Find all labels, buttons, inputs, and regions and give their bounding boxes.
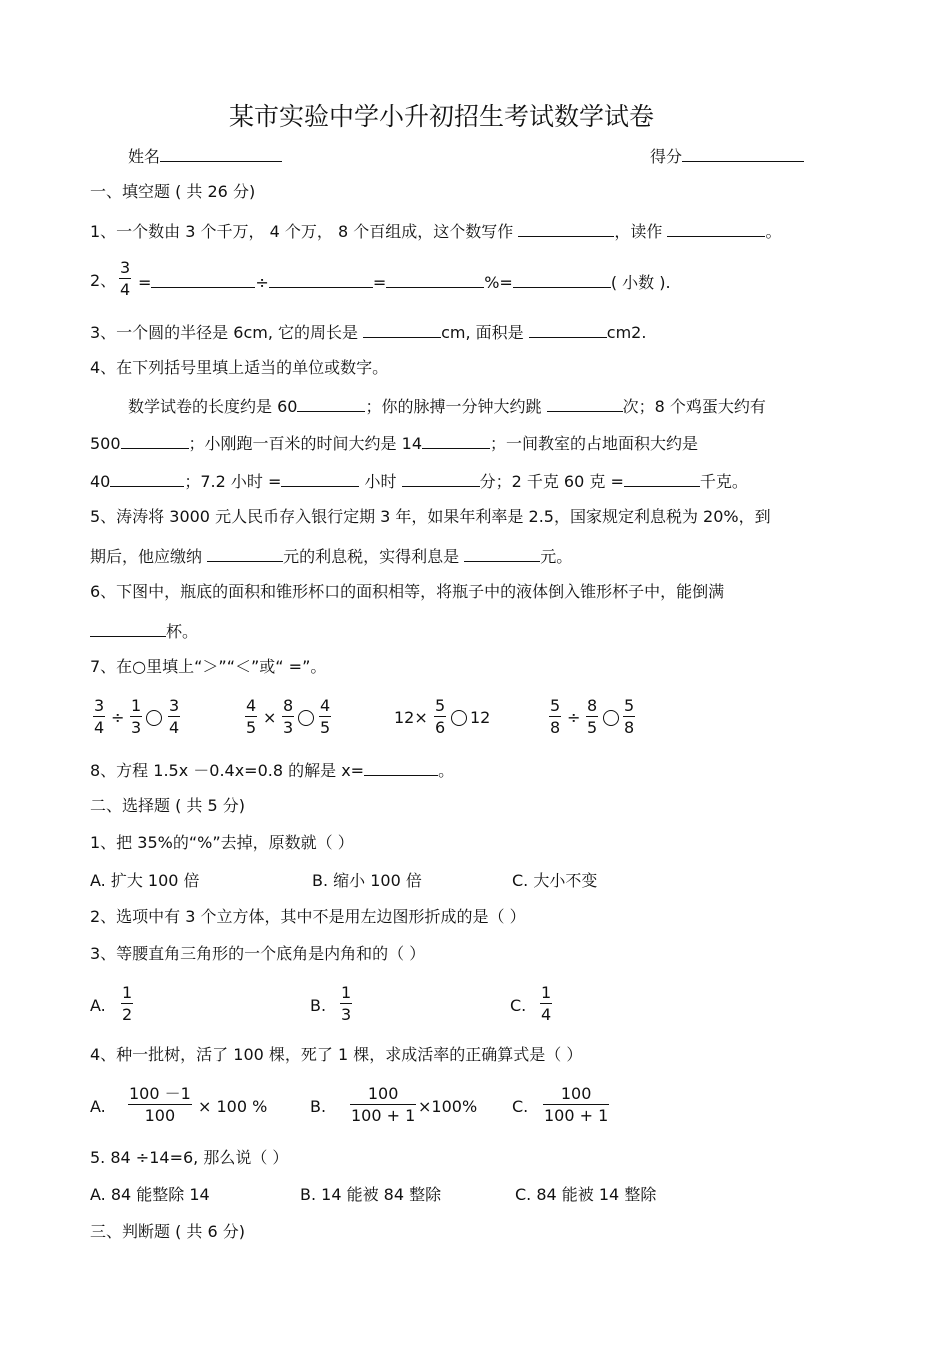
- q5-l2-a: 期后，他应缴纳: [90, 547, 203, 566]
- q7-e4-f1-num: 5: [550, 696, 561, 715]
- q1-text-c: 。: [765, 222, 782, 241]
- q7-e3-circle[interactable]: [451, 710, 467, 727]
- q7-e1-f3-den: 4: [169, 718, 180, 737]
- c4-c-den: 100 + 1: [544, 1106, 609, 1125]
- score-blank[interactable]: [682, 147, 804, 162]
- q7-e2-frac-3: [319, 698, 331, 736]
- choice-4-text: 4、种一批树，活了 100 棵，死了 1 棵，求成活率的正确算式是（ ）: [90, 1045, 583, 1064]
- q4-line-1: [128, 397, 766, 415]
- c4-a-tail: × 100 %: [198, 1097, 268, 1116]
- q7-e1-f2-den: 3: [131, 718, 142, 737]
- q4-l3-d: 分；2 千克 60 克 =: [479, 472, 624, 491]
- q1-text-b: ，读作: [614, 222, 663, 241]
- q4-line-2: [90, 434, 698, 452]
- choice-1-option-c[interactable]: C. 大小不变: [512, 871, 598, 890]
- c3-c-num: 1: [541, 983, 552, 1002]
- q7-e2-f2-den: 3: [283, 718, 294, 737]
- name-label: 姓名: [128, 147, 161, 166]
- q2-div: ÷: [255, 273, 269, 292]
- q7-e4-frac-2: [586, 698, 598, 736]
- q7-e3-den: 6: [435, 718, 446, 737]
- q8-blank[interactable]: [364, 761, 438, 776]
- q7-e2-f2-num: 8: [283, 696, 294, 715]
- q4-blank-3[interactable]: [121, 434, 189, 449]
- q4-blank-8[interactable]: [624, 472, 700, 487]
- c4-b-tail: ×100%: [418, 1097, 478, 1116]
- choice-2-text: 2、选项中有 3 个立方体，其中不是用左边图形折成的是（ ）: [90, 907, 526, 926]
- q4-blank-4[interactable]: [422, 434, 490, 449]
- q5-line-2: [90, 547, 572, 565]
- q5-line-1: 5、涛涛将 3000 元人民币存入银行定期 3 年，如果年利率是 2.5，国家规定利息税为 20%，到: [90, 507, 771, 526]
- q7-e2-frac-1: [245, 698, 257, 736]
- q7-e2-f1-num: 4: [246, 696, 257, 715]
- question-3: [90, 323, 646, 341]
- choice-3-text: 3、等腰直角三角形的一个底角是内角和的（ ）: [90, 944, 426, 963]
- q2-den: 4: [120, 280, 131, 299]
- q7-e4-op: ÷: [567, 708, 581, 727]
- q4-line-3: [90, 472, 748, 490]
- choice-5-option-a[interactable]: A. 84 能整除 14: [90, 1185, 210, 1204]
- q2-fraction: [119, 260, 131, 298]
- q2-percent: %: [484, 273, 500, 292]
- q7-e3-pre: 12×: [394, 708, 428, 727]
- c4-c-num: 100: [560, 1084, 592, 1103]
- q7-e4-frac-1: [549, 698, 561, 736]
- q7-e2-frac-2: [282, 698, 294, 736]
- question-8: [90, 761, 454, 779]
- q7-e1-frac-1: [93, 698, 105, 736]
- choice-3-a-frac: [121, 985, 133, 1023]
- section-fill-in: 一、填空题 ( 共 26 分): [90, 182, 256, 201]
- q2-blank-4[interactable]: [513, 273, 611, 288]
- q7-e3-frac: [434, 698, 446, 736]
- page-title: 某市实验中学小升初招生考试数学试卷: [229, 102, 655, 131]
- choice-3-b-frac: [340, 985, 352, 1023]
- q4-l1-c: 次；8 个鸡蛋大约有: [622, 397, 766, 416]
- q4-blank-5[interactable]: [110, 472, 184, 487]
- choice-4-option-b[interactable]: B.: [310, 1097, 327, 1116]
- q4-l2-a: 500: [90, 434, 121, 453]
- q8-text-a: 8、方程 1.5x －0.4x=0.8 的解是 x=: [90, 761, 365, 780]
- q4-l1-a: 数学试卷的长度约是 60: [128, 397, 298, 416]
- score-field: [650, 147, 804, 165]
- q7-e4-f2-den: 5: [587, 718, 598, 737]
- choice-3-option-a[interactable]: A.: [90, 996, 106, 1015]
- q2-blank-3[interactable]: [386, 273, 484, 288]
- q5-blank-2[interactable]: [464, 547, 540, 562]
- c3-c-den: 4: [541, 1005, 552, 1024]
- q7-e4-f2-num: 8: [587, 696, 598, 715]
- q3-text-c: cm2.: [606, 323, 647, 342]
- q7-e4-frac-3: [623, 698, 635, 736]
- q7-e4-f3-num: 5: [624, 696, 635, 715]
- q3-text-a: 3、一个圆的半径是 6cm, 它的周长是: [90, 323, 359, 342]
- q4-blank-2[interactable]: [547, 397, 623, 412]
- q1-text-a: 1、一个数由 3 个千万， 4 个万， 8 个百组成，这个数写作: [90, 222, 514, 241]
- c3-b-num: 1: [341, 983, 352, 1002]
- q7-e2-f3-den: 5: [320, 718, 331, 737]
- q4-l2-b: ；小刚跑一百米的时间大约是 14: [188, 434, 422, 453]
- q4-blank-6[interactable]: [281, 472, 359, 487]
- q6-line-2: [90, 622, 198, 640]
- c4-a-den: 100: [128, 1104, 192, 1124]
- q7-e1-f2-num: 1: [131, 696, 142, 715]
- q1-blank-1[interactable]: [518, 222, 614, 237]
- q5-l2-b: 元的利息税，实得利息是: [283, 547, 460, 566]
- q2-eq-3: =: [499, 273, 513, 292]
- c4-a-num: 100 －1: [129, 1084, 191, 1103]
- q1-blank-2[interactable]: [667, 222, 765, 237]
- q7-e1-f3-num: 3: [169, 696, 180, 715]
- choice-5-text: 5. 84 ÷14=6, 那么说（ ）: [90, 1148, 289, 1167]
- choice-1-text: 1、把 35%的“%”去掉，原数就（ ）: [90, 833, 354, 852]
- q7-e1-frac-2: [130, 698, 142, 736]
- choice-4-option-c[interactable]: C.: [512, 1097, 529, 1116]
- c3-a-den: 2: [122, 1005, 133, 1024]
- q7-e1-circle[interactable]: [146, 710, 162, 727]
- choice-1-option-b[interactable]: B. 缩小 100 倍: [312, 871, 422, 890]
- q6-blank[interactable]: [90, 622, 166, 637]
- q7-e1-f1-num: 3: [94, 696, 105, 715]
- choice-4-a-frac: [128, 1086, 192, 1124]
- c4-b-num: 100: [367, 1084, 399, 1103]
- q2-eq-1: =: [138, 273, 152, 292]
- q8-text-b: 。: [438, 761, 455, 780]
- q7-e2-op: ×: [263, 708, 277, 727]
- q7-e3-post: 12: [470, 708, 491, 727]
- q7-e2-f1-den: 5: [246, 718, 257, 737]
- choice-1-option-a[interactable]: A. 扩大 100 倍: [90, 871, 200, 890]
- section-judgement: 三、判断题 ( 共 6 分): [90, 1222, 246, 1241]
- q7-e4-circle[interactable]: [603, 710, 619, 727]
- q6-line-1: 6、下图中，瓶底的面积和锥形杯口的面积相等，将瓶子中的液体倒入锥形杯子中，能倒满: [90, 582, 725, 601]
- q5-blank-1[interactable]: [207, 547, 283, 562]
- q7-e2-circle[interactable]: [298, 710, 314, 727]
- c4-b-den: 100 + 1: [351, 1106, 416, 1125]
- q7-e4-f1-den: 8: [550, 718, 561, 737]
- q4-l3-c: 小时: [359, 472, 397, 491]
- q3-blank-1[interactable]: [363, 323, 441, 338]
- q2-num: 3: [120, 258, 131, 277]
- q7-e1-f1-den: 4: [94, 718, 105, 737]
- choice-4-option-a[interactable]: A.: [90, 1097, 106, 1116]
- name-field: [128, 147, 282, 165]
- q6-l2: 杯。: [166, 622, 199, 641]
- name-blank[interactable]: [160, 147, 282, 162]
- q2-label: 2、: [90, 271, 117, 290]
- q4-intro: 4、在下列括号里填上适当的单位或数字。: [90, 358, 389, 377]
- choice-3-option-c[interactable]: C.: [510, 996, 527, 1015]
- q4-l2-c: ；一间教室的占地面积大约是: [490, 434, 699, 453]
- c3-b-den: 3: [341, 1005, 352, 1024]
- q7-e3-num: 5: [435, 696, 446, 715]
- q2-blank-1[interactable]: [151, 273, 255, 288]
- choice-5-option-c[interactable]: C. 84 能被 14 整除: [515, 1185, 657, 1204]
- q3-blank-2[interactable]: [529, 323, 607, 338]
- choice-3-c-frac: [540, 985, 552, 1023]
- q2-eq-2: =: [372, 273, 387, 292]
- q4-blank-1[interactable]: [297, 397, 365, 412]
- q4-l3-a: 40: [90, 472, 111, 491]
- choice-5-option-b[interactable]: B. 14 能被 84 整除: [300, 1185, 442, 1204]
- q2-tail: ( 小数 ).: [610, 273, 671, 292]
- q4-blank-7[interactable]: [402, 472, 480, 487]
- q7-text: 7、在○里填上“＞”“＜”或“ =”。: [90, 657, 327, 676]
- q2-blank-2[interactable]: [269, 273, 373, 288]
- choice-3-option-b[interactable]: B.: [310, 996, 327, 1015]
- choice-4-c-frac: [543, 1086, 609, 1124]
- q7-e1-frac-3: [168, 698, 180, 736]
- q4-l3-e: 千克。: [699, 472, 748, 491]
- q4-l1-b: ；你的脉搏一分钟大约跳: [365, 397, 542, 416]
- choice-4-b-frac: [350, 1086, 416, 1124]
- question-1: [90, 222, 781, 240]
- q7-e2-f3-num: 4: [320, 696, 331, 715]
- q2-expression: [138, 273, 671, 291]
- q7-e4-f3-den: 8: [624, 718, 635, 737]
- section-choice: 二、选择题 ( 共 5 分): [90, 796, 246, 815]
- q3-text-b: cm, 面积是: [441, 323, 524, 342]
- q4-l3-b: ；7.2 小时 =: [184, 472, 282, 491]
- score-label: 得分: [650, 147, 683, 166]
- q7-e1-op: ÷: [111, 708, 125, 727]
- q5-l2-c: 元。: [540, 547, 573, 566]
- c3-a-num: 1: [122, 983, 133, 1002]
